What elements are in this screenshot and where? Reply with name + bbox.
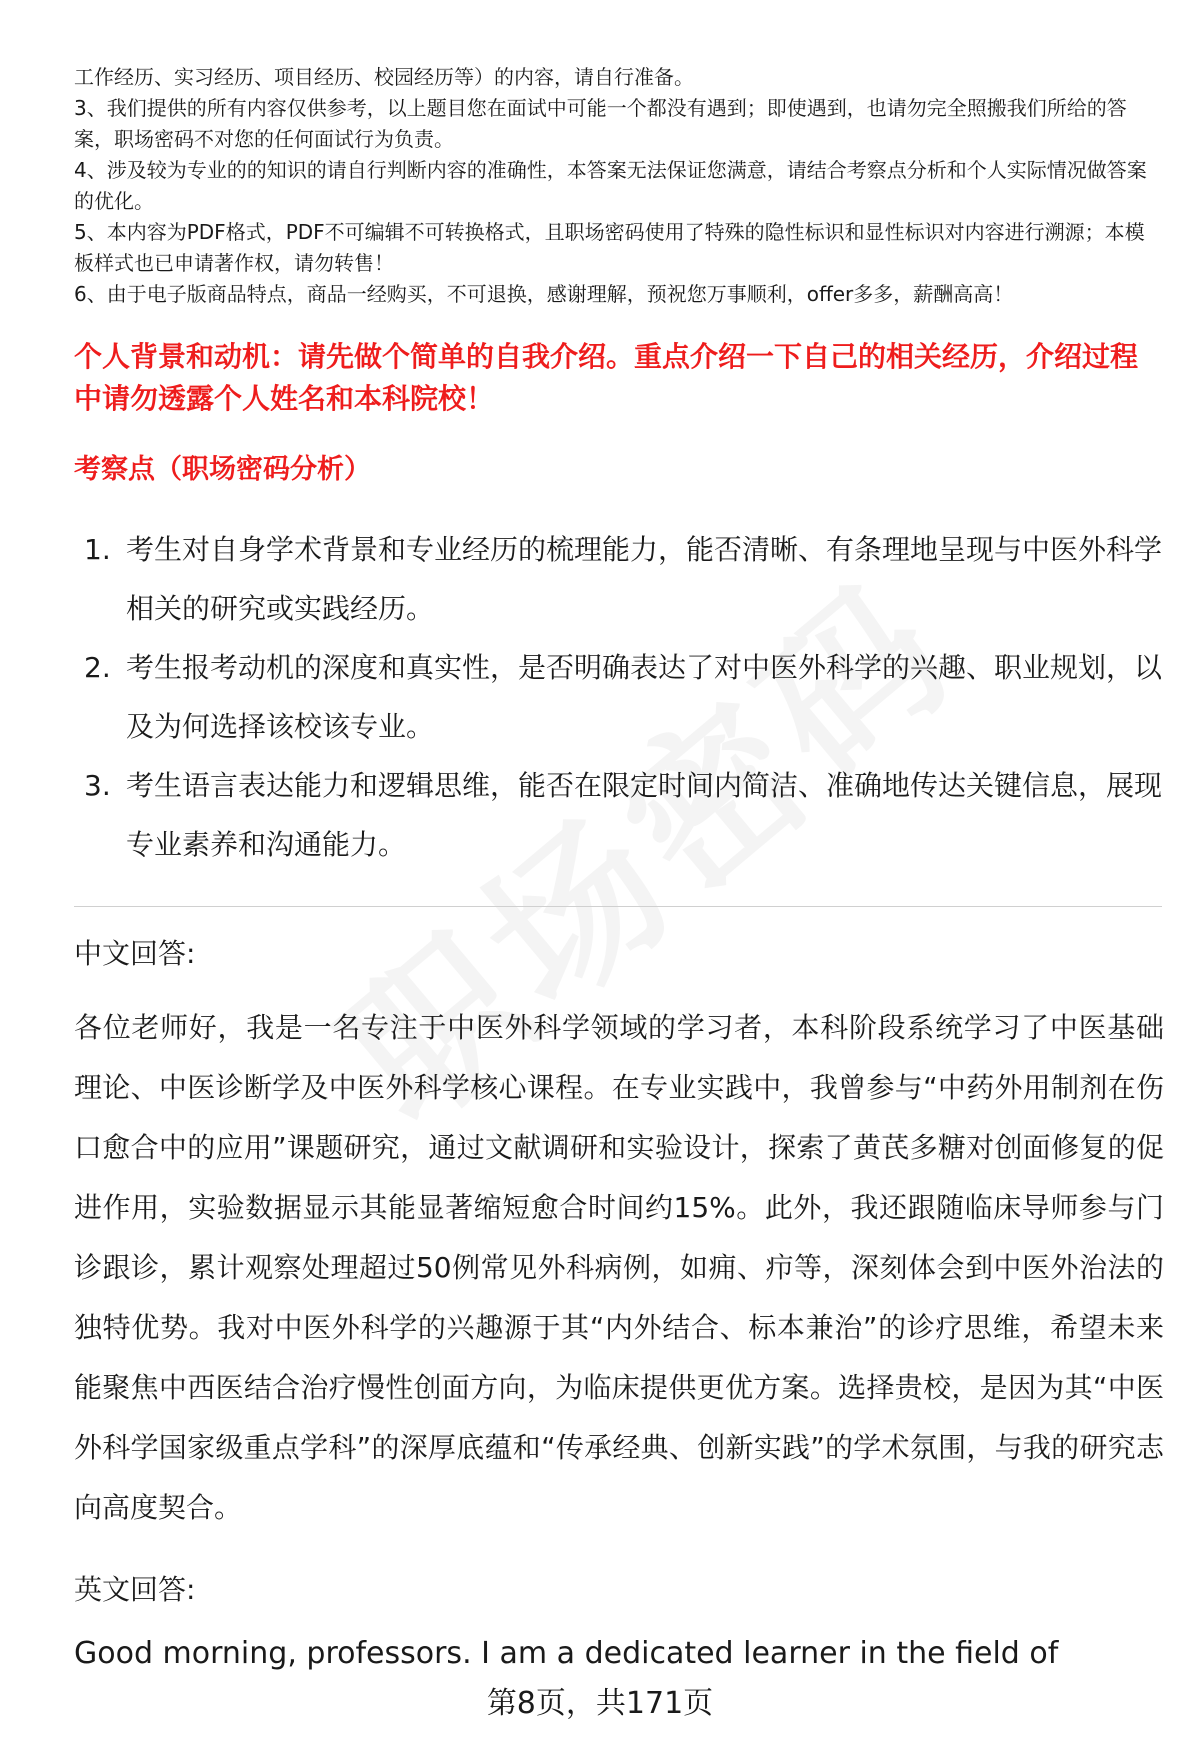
key-point-number: 2. [84,651,111,684]
note-line: 4、涉及较为专业的的知识的请自行判断内容的准确性，本答案无法保证您满意，请结合考察点分析和个人实际情况做答案的优化。 [74,158,1147,213]
note-line: 工作经历、实习经历、项目经历、校园经历等）的内容，请自行准备。 [74,65,694,89]
notes-section [74,62,1164,310]
chinese-answer-text: 各位老师好，我是一名专注于中医外科学领域的学习者，本科阶段系统学习了中医基础理论、中医诊断学及中医外科学核心课程。在专业实践中，我曾参与“中药外用制剂在伤口愈合中的应用”课题研究，通过文献调研和实验设计，探索了黄芪多糖对创面修复的促进作用，实验数据显示其能显著缩短愈合时间约15%。此外，我还跟随临床导师参与门诊跟诊，累计观察处理超过50例常见外科病例，如痈、疖等，深刻体会到中医外治法的独特优势。我对中医外科学的兴趣源于其“内外结合、标本兼治”的诊疗思维，希望未来能聚焦中西医结合治疗慢性创面方向，为临床提供更优方案。选择贵校，是因为其“中医外科学国家级重点学科”的深厚底蕴和“传承经典、创新实践”的学术氛围，与我的研究志向高度契合。 [74,1011,1164,1524]
key-point-item [74,520,1164,638]
page-number: 第8页，共171页 [486,1686,714,1721]
key-points-heading: 考察点（职场密码分析） [74,454,371,485]
key-point-text: 考生语言表达能力和逻辑思维，能否在限定时间内简洁、准确地传达关键信息，展现专业素养和沟通能力。 [126,769,1163,861]
key-point-number: 1. [84,533,111,566]
key-point-item [74,756,1164,874]
key-point-number: 3. [84,769,111,802]
question-heading: 个人背景和动机：请先做个简单的自我介绍。重点介绍一下自己的相关经历，介绍过程中请勿透露个人姓名和本科院校！ [74,340,1139,415]
note-line: 6、由于电子版商品特点，商品一经购买，不可退换，感谢理解，预祝您万事顺利，offer多多，薪酬高高！ [74,282,1014,306]
key-point-text: 考生报考动机的深度和真实性，是否明确表达了对中医外科学的兴趣、职业规划，以及为何选择该校该专业。 [126,651,1163,743]
key-point-item [74,638,1164,756]
note-line: 3、我们提供的所有内容仅供参考，以上题目您在面试中可能一个都没有遇到；即使遇到，也请勿完全照搬我们所给的答案，职场密码不对您的任何面试行为负责。 [74,96,1127,151]
note-line: 5、本内容为PDF格式，PDF不可编辑不可转换格式，且职场密码使用了特殊的隐性标识和显性标识对内容进行溯源；本模板样式也已申请著作权，请勿转售！ [74,220,1145,275]
chinese-answer-label: 中文回答: [74,937,196,970]
english-answer-label: 英文回答: [74,1573,196,1606]
key-point-text: 考生对自身学术背景和专业经历的梳理能力，能否清晰、有条理地呈现与中医外科学相关的研究或实践经历。 [126,533,1163,625]
key-points-list [74,520,1164,874]
english-answer-text: Good morning, professors. I am a dedicated learner in the field of [74,1636,1059,1671]
section-divider [74,906,1162,907]
